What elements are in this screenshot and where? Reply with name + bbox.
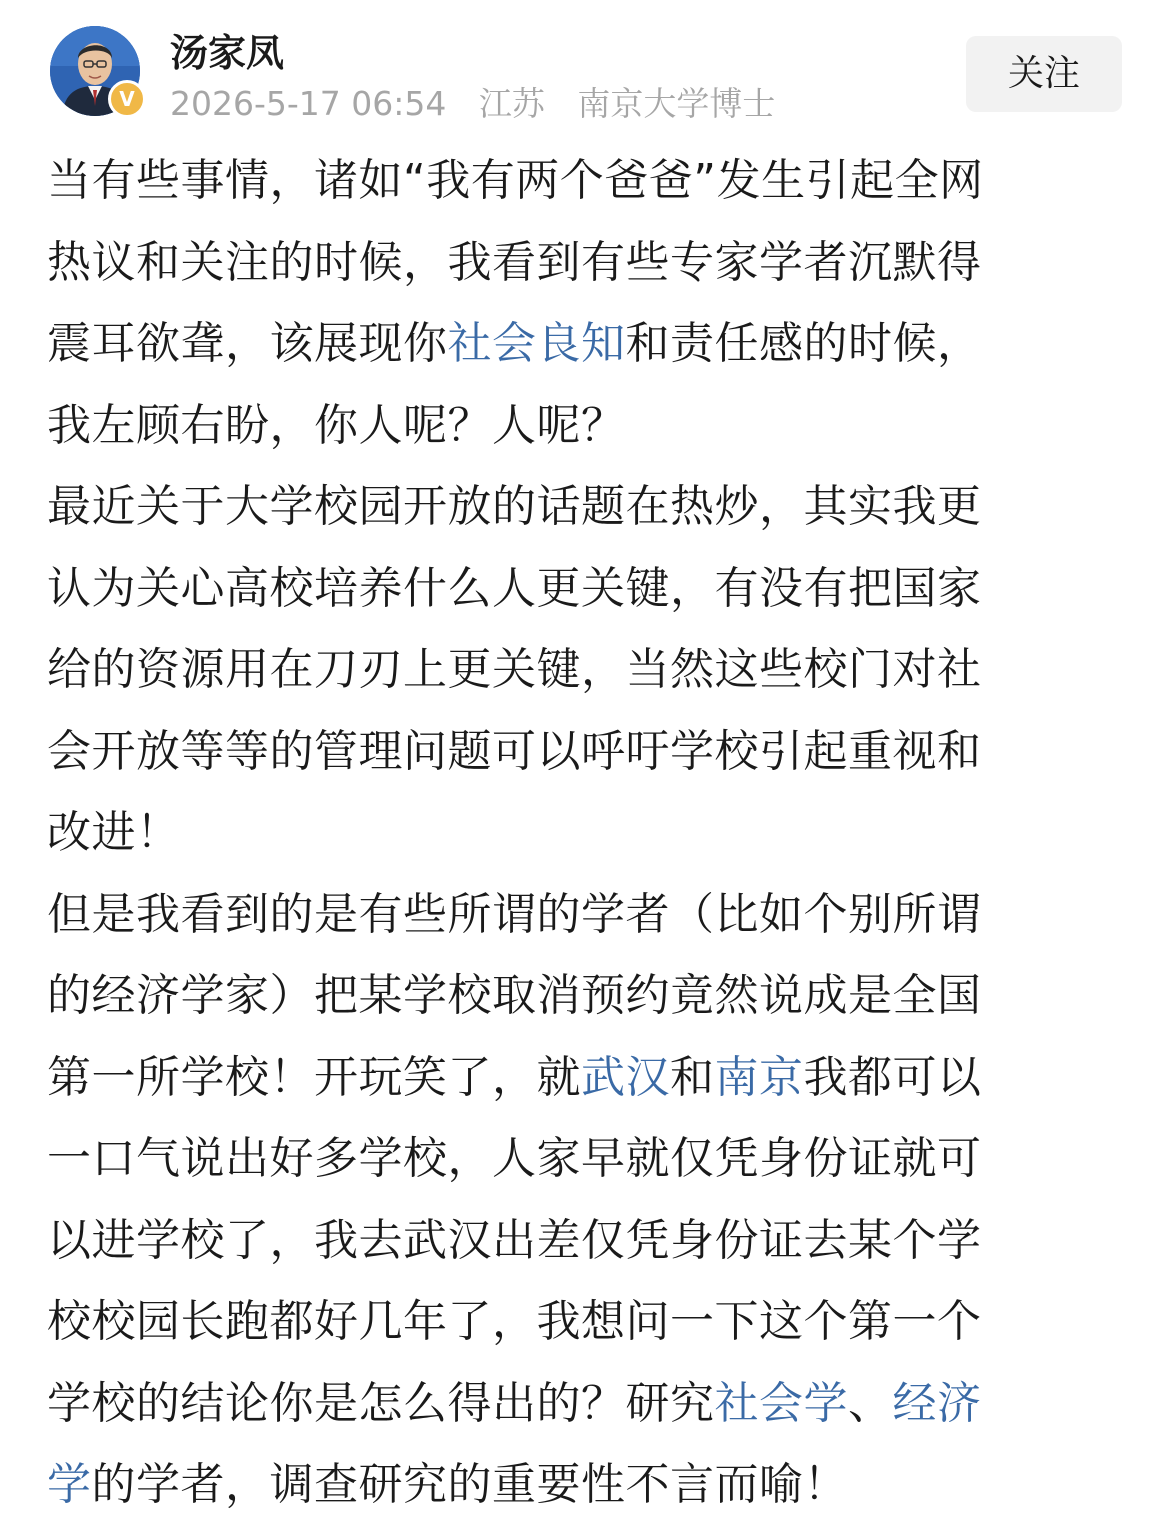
post-text-line: [47, 1118, 1133, 1200]
post-text-line: [47, 548, 1133, 630]
post-text-line: [47, 711, 1133, 793]
post-text: 震耳欲聋，该展现你: [47, 318, 448, 369]
post-text-line: [47, 955, 1133, 1037]
post-text: 给的资源用在刀刃上更关键，当然这些校门对社: [47, 644, 982, 695]
topic-link[interactable]: 南京: [714, 1051, 804, 1103]
post-text: 改进！: [47, 807, 181, 858]
post-text: 第一所学校！开玩笑了，就: [47, 1051, 581, 1103]
topic-link[interactable]: 学: [47, 1459, 92, 1510]
post-text: 最近关于大学校园开放的话题在热炒，其实我更: [47, 481, 982, 532]
post-text-line: [47, 629, 1133, 711]
post-text-line: [47, 1200, 1133, 1282]
post-text-line: [47, 222, 1133, 304]
post-text-line: [47, 792, 1133, 874]
follow-button[interactable]: 关注: [966, 36, 1122, 112]
topic-link[interactable]: 社会学: [714, 1377, 848, 1429]
post-text: 的经济学家）把某学校取消预约竟然说成是全国: [47, 970, 982, 1021]
post-text-line: [47, 874, 1133, 956]
post-location: 江苏: [478, 84, 545, 123]
post-text: 热议和关注的时候，我看到有些专家学者沉默得: [47, 236, 982, 288]
post-text: 但是我看到的是有些所谓的学者（比如个别所谓: [47, 888, 982, 940]
post-text-line: [47, 1444, 1133, 1526]
post-text-line: [47, 140, 1133, 222]
post-text-line: [47, 385, 1133, 467]
post-text-line: [47, 1363, 1133, 1445]
verified-badge-icon: V: [108, 80, 146, 118]
post-text: 认为关心高校培养什么人更关键，有没有把国家: [47, 562, 982, 614]
topic-link[interactable]: 经济: [892, 1377, 982, 1429]
post-meta: [170, 84, 797, 124]
post-text: 学校的结论你是怎么得出的？研究: [47, 1377, 715, 1429]
post-text: 校校园长跑都好几年了，我想问一下这个第一个: [47, 1296, 982, 1347]
post-text-line: [47, 1037, 1133, 1119]
post-text-line: [47, 466, 1133, 548]
post-text-line: [47, 303, 1133, 385]
post-header: [0, 0, 1170, 140]
author-avatar[interactable]: [50, 26, 144, 120]
post-text: 和: [670, 1051, 715, 1103]
post-text: 和责任感的时候，: [625, 318, 982, 369]
post-text: 我左顾右盼，你人呢？人呢？: [47, 399, 626, 451]
post-text: 当有些事情，诸如“我有两个爸爸”发生引起全网: [47, 155, 984, 206]
post-time: 2026-5-17 06:54: [170, 84, 447, 123]
post-text: 、: [848, 1377, 893, 1429]
author-title: 南京大学博士: [577, 84, 776, 123]
author-name[interactable]: 汤家凤: [170, 31, 285, 75]
post-text: 以进学校了，我去武汉出差仅凭身份证去某个学: [47, 1214, 982, 1266]
post-text: 我都可以: [803, 1051, 982, 1103]
post-text: 一口气说出好多学校，人家早就仅凭身份证就可: [47, 1133, 982, 1184]
post-text-line: [47, 1281, 1133, 1363]
topic-link[interactable]: 社会良知: [447, 318, 626, 369]
post-text: 的学者，调查研究的重要性不言而喻！: [91, 1459, 848, 1510]
post-text: 会开放等等的管理问题可以呼吁学校引起重视和: [47, 725, 982, 777]
post-body: [47, 140, 1133, 1526]
topic-link[interactable]: 武汉: [581, 1051, 670, 1103]
